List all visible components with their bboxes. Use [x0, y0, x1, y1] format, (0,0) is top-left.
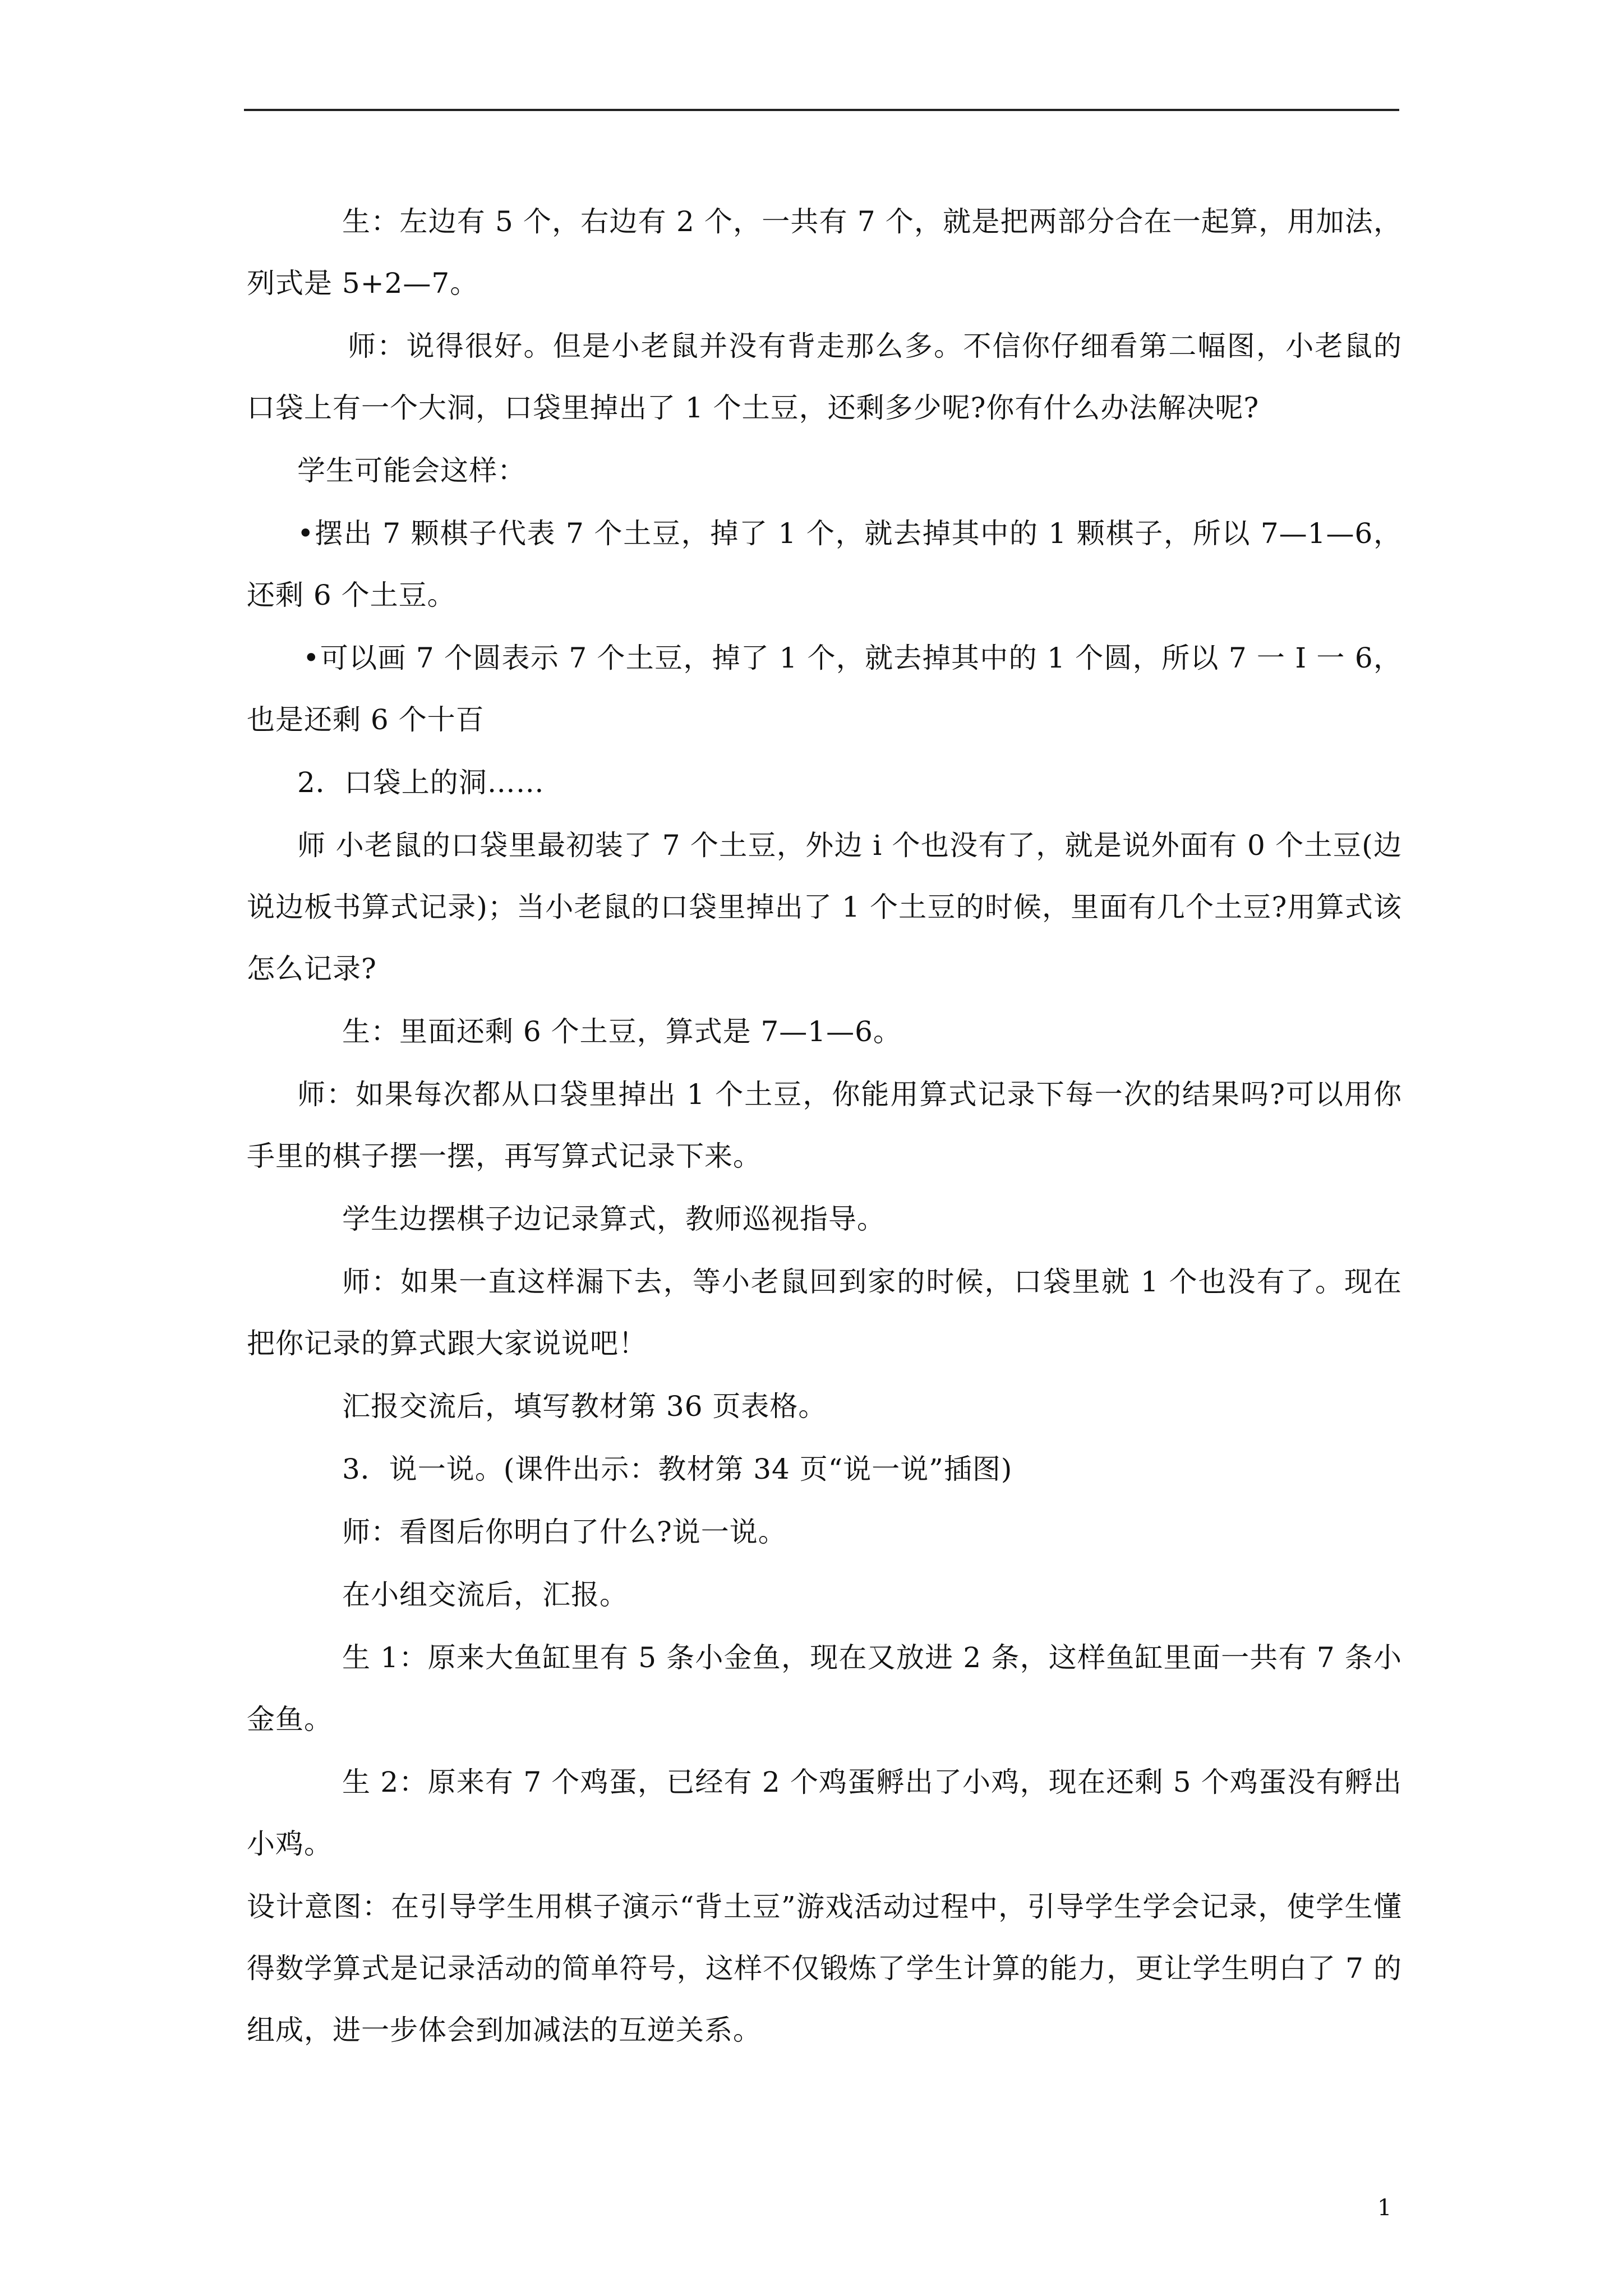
paragraph-student-addition: 生：左边有 5 个，右边有 2 个，一共有 7 个，就是把两部分合在一起算，用加法，列式是 5+2—7。: [247, 205, 1402, 300]
section-heading-talk: 3．说一说。(课件出示：教材第 34 页“说一说”插图): [342, 1453, 1013, 1485]
page-number: 1: [1377, 2195, 1392, 2221]
paragraph-group-report: 在小组交流后，汇报。: [342, 1579, 628, 1611]
paragraph-students-may: 学生可能会这样：: [297, 454, 526, 487]
paragraph-design-intent: 设计意图：在引导学生用棋子演示“背土豆”游戏活动过程中，引导学生学会记录，使学生懂得数学算式是记录活动的简单符号，这样不仅锻炼了学生计算的能力，更让学生明白了 7 的组成，进一步体会到加减法的互逆关系。: [247, 1890, 1402, 2046]
section-heading-hole: 2．口袋上的洞……: [297, 766, 545, 799]
paragraph-student1-fish: 生 1：原来大鱼缸里有 5 条小金鱼，现在又放进 2 条，这样鱼缸里面一共有 7 条小金鱼。: [247, 1641, 1402, 1736]
paragraph-bullet-chess: •摆出 7 颗棋子代表 7 个土豆，掉了 1 个，就去掉其中的 1 颗棋子，所以 7—1—6，还剩 6 个土豆。: [247, 517, 1402, 611]
paragraph-student2-eggs: 生 2：原来有 7 个鸡蛋，已经有 2 个鸡蛋孵出了小鸡，现在还剩 5 个鸡蛋没有孵出小鸡。: [247, 1766, 1402, 1860]
document-body: [247, 191, 1402, 2062]
paragraph-report-table: 汇报交流后，填写教材第 36 页表格。: [342, 1390, 827, 1423]
paragraph-teacher-hole: 师：说得很好。但是小老鼠并没有背走那么多。不信你仔细看第二幅图，小老鼠的口袋上有一个大洞，口袋里掉出了 1 个土豆，还剩多少呢?你有什么办法解决呢?: [247, 330, 1402, 424]
paragraph-teacher-each-time: 师：如果每次都从口袋里掉出 1 个土豆，你能用算式记录下每一次的结果吗?可以用你手里的棋子摆一摆，再写算式记录下来。: [247, 1078, 1402, 1172]
paragraph-students-record: 学生边摆棋子边记录算式，教师巡视指导。: [342, 1203, 886, 1235]
paragraph-student-six: 生：里面还剩 6 个土豆，算式是 7—1—6。: [342, 1015, 902, 1048]
paragraph-teacher-look: 师：看图后你明白了什么?说一说。: [342, 1516, 787, 1548]
header-rule: [244, 109, 1399, 111]
paragraph-bullet-circles: •可以画 7 个圆表示 7 个土豆，掉了 1 个，就去掉其中的 1 个圆，所以 7 一 I 一 6，也是还剩 6 个十百: [247, 642, 1402, 736]
paragraph-teacher-zero: 师 小老鼠的口袋里最初装了 7 个土豆，外边 i 个也没有了，就是说外面有 0 个土豆(边说边板书算式记录)；当小老鼠的口袋里掉出了 1 个土豆的时候，里面有几个土豆?用算式该怎么记录?: [247, 829, 1402, 985]
paragraph-teacher-leak: 师：如果一直这样漏下去，等小老鼠回到家的时候，口袋里就 1 个也没有了。现在把你记录的算式跟大家说说吧！: [247, 1266, 1402, 1360]
